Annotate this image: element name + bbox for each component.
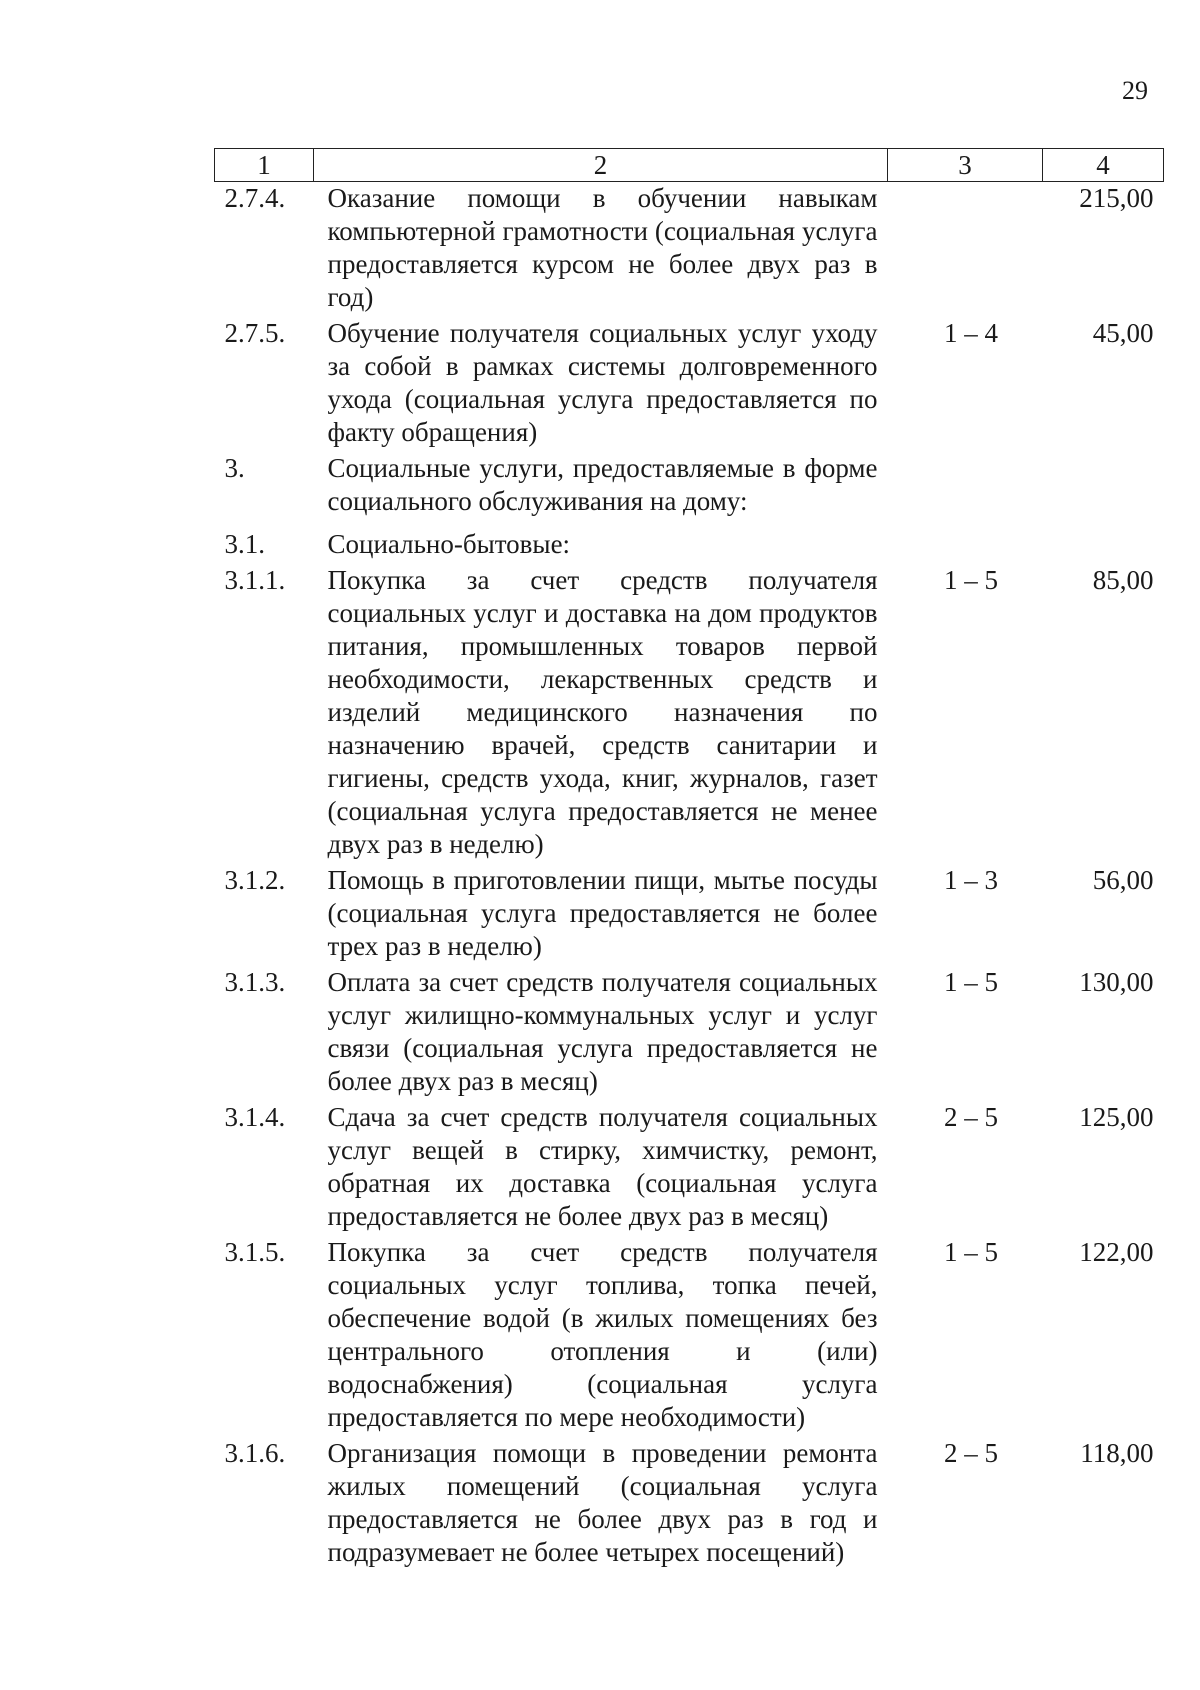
row-frequency: 2 – 5	[944, 1438, 998, 1468]
row-description: Оплата за счет средств получателя социальных услуг жилищно-коммунальных услуг и услуг связи (социальная услуга предоставляется не более двух раз в месяц)	[327, 967, 878, 1096]
row-number: 3.1.5.	[224, 1237, 286, 1267]
row-description: Помощь в приготовлении пищи, мытье посуды (социальная услуга предоставляется не более трех раз в неделю)	[327, 865, 878, 961]
table-row	[215, 317, 1164, 452]
row-description: Обучение получателя социальных услуг уходу за собой в рамках системы долговременного ухода (социальная услуга предоставляется по факту обращения)	[327, 318, 878, 447]
row-price: 125,00	[1079, 1102, 1154, 1132]
row-price: 130,00	[1079, 967, 1154, 997]
table-row	[215, 1101, 1164, 1236]
row-description: Социально-бытовые:	[327, 529, 571, 559]
row-description: Покупка за счет средств получателя социальных услуг топлива, топка печей, обеспечение водой (в жилых помещениях без центрального отопления и (или) водоснабжения) (социальная услуга предоставляется по мере необходимости)	[327, 1237, 878, 1432]
row-frequency: 1 – 5	[944, 1237, 998, 1267]
table-row	[215, 182, 1164, 318]
row-frequency	[888, 452, 1043, 528]
row-number: 3.1.6.	[224, 1438, 286, 1468]
header-col-1: 1	[215, 149, 314, 182]
header-col-3: 3	[888, 149, 1043, 182]
row-price: 215,00	[1079, 183, 1154, 213]
row-price: 56,00	[1092, 865, 1154, 895]
header-col-4: 4	[1043, 149, 1164, 182]
row-price: 85,00	[1092, 565, 1154, 595]
row-number: 3.1.3.	[224, 967, 286, 997]
table-row	[215, 966, 1164, 1101]
row-price: 45,00	[1092, 318, 1154, 348]
table-row	[215, 528, 1164, 564]
table-row	[215, 1437, 1164, 1572]
row-number: 2.7.4.	[224, 183, 286, 213]
row-frequency: 1 – 5	[944, 565, 998, 595]
table-header	[215, 149, 1164, 182]
row-price	[1043, 528, 1164, 564]
row-frequency: 2 – 5	[944, 1102, 998, 1132]
row-number: 3.	[224, 453, 245, 483]
row-number: 3.1.1.	[224, 565, 286, 595]
row-description: Социальные услуги, предоставляемые в форме социального обслуживания на дому:	[327, 453, 878, 516]
row-description: Сдача за счет средств получателя социальных услуг вещей в стирку, химчистку, ремонт, обратная их доставка (социальная услуга предоставляется не более двух раз в месяц)	[327, 1102, 878, 1231]
row-number: 3.1.4.	[224, 1102, 286, 1132]
row-number: 3.1.	[224, 529, 265, 559]
row-frequency: 1 – 4	[944, 318, 998, 348]
row-frequency: 1 – 5	[944, 967, 998, 997]
header-col-2: 2	[314, 149, 888, 182]
row-frequency: 1 – 3	[944, 865, 998, 895]
row-description: Организация помощи в проведении ремонта жилых помещений (социальная услуга предоставляется не более двух раз в год и подразумевает не более четырех посещений)	[327, 1438, 878, 1567]
row-number: 2.7.5.	[224, 318, 286, 348]
table-row	[215, 564, 1164, 864]
services-table	[214, 148, 1164, 1572]
table-row	[215, 864, 1164, 966]
row-description: Покупка за счет средств получателя социальных услуг и доставка на дом продуктов питания, промышленных товаров первой необходимости, лекарственных средств и изделий медицинского назначения по назначению врачей, средств санитарии и гигиены, средств ухода, книг, журналов, газет (социальная услуга предоставляется не менее двух раз в неделю)	[327, 565, 878, 859]
table-row	[215, 452, 1164, 528]
row-price: 118,00	[1080, 1438, 1154, 1468]
row-price: 122,00	[1079, 1237, 1154, 1267]
row-number: 3.1.2.	[224, 865, 286, 895]
row-frequency	[888, 528, 1043, 564]
row-price	[1043, 452, 1164, 528]
row-description: Оказание помощи в обучении навыкам компьютерной грамотности (социальная услуга предоставляется курсом не более двух раз в год)	[327, 183, 878, 312]
page-number: 29	[1122, 76, 1148, 105]
table-row	[215, 1236, 1164, 1437]
row-frequency	[888, 182, 1043, 318]
